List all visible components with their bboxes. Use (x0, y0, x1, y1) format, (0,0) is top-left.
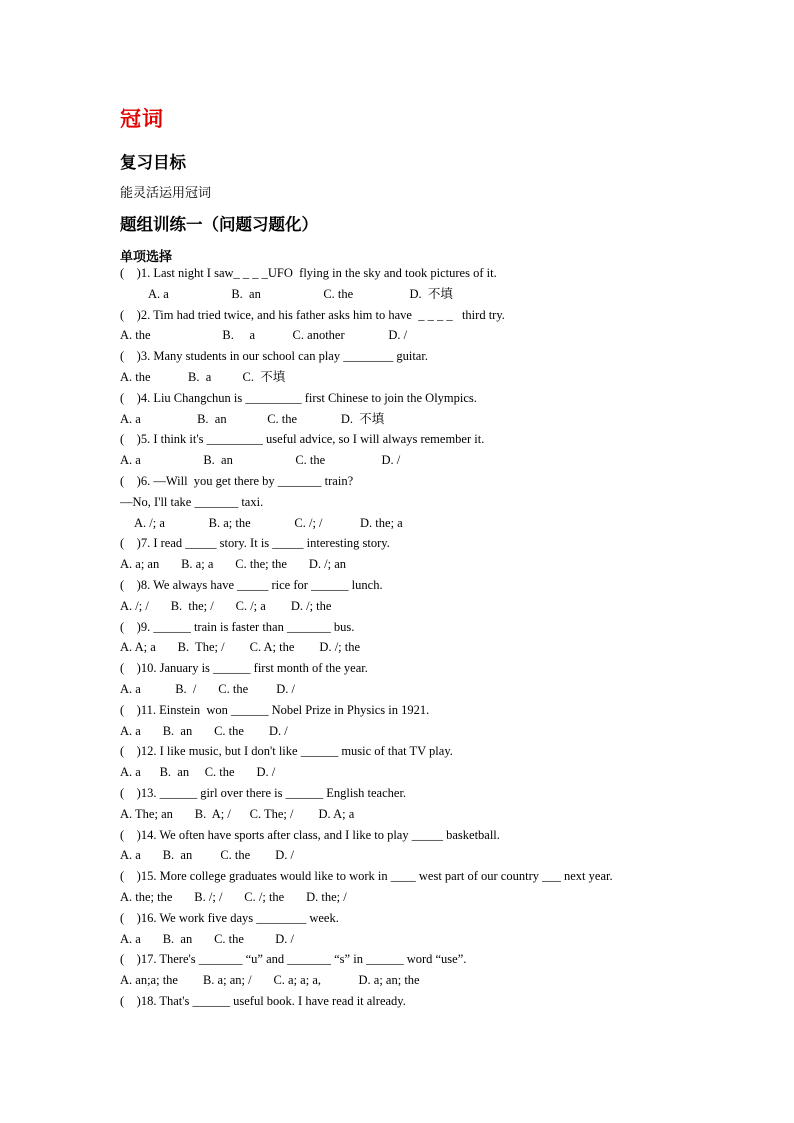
review-heading: 复习目标 (120, 153, 186, 172)
answer-options-line: A. a B. an C. the D. / (120, 765, 276, 780)
answer-options-line: A. /; / B. the; / C. /; a D. /; the (120, 598, 332, 613)
question-line: ( )2. Tim had tried twice, and his father asks him to have _ _ _ _ third try. (120, 307, 505, 322)
section-label: 单项选择 (120, 250, 173, 265)
answer-options-line: A. a B. an C. the D. / (120, 931, 294, 946)
answer-options-line: A. The; an B. A; / C. The; / D. A; a (120, 806, 355, 821)
answer-options-line: A. the B. a C. another D. / (120, 328, 408, 343)
question-line: ( )3. Many students in our school can play ________ guitar. (120, 349, 428, 364)
answer-options-line: A. A; a B. The; / C. A; the D. /; the (120, 640, 361, 655)
question-line: ( )14. We often have sports after class, and I like to play _____ basketball. (120, 827, 500, 842)
question-line: ( )4. Liu Changchun is _________ first Chinese to join the Olympics. (120, 390, 477, 405)
question-line: ( )12. I like music, but I don't like ______ music of that TV play. (120, 744, 453, 759)
question-line: ( )11. Einstein won ______ Nobel Prize in Physics in 1921. (120, 702, 430, 717)
question-line: ( )8. We always have _____ rice for ______ lunch. (120, 578, 383, 592)
answer-options-line: A. a B. an C. the D. / (120, 453, 401, 468)
answer-options-line: A. a; an B. a; a C. the; the D. /; an (120, 557, 347, 572)
question-line: ( )9. ______ train is faster than _______ bus. (120, 619, 355, 634)
question-line: ( )7. I read _____ story. It is _____ interesting story. (120, 536, 390, 551)
answer-options-line: A. a B. an C. the D. / (120, 848, 294, 863)
question-line: ( )18. That's ______ useful book. I have read it already. (120, 994, 406, 1008)
answer-options-line: A. a B. an C. the D. 不填 (120, 411, 385, 426)
question-line: ( )6. —Will you get there by _______ train? (120, 474, 354, 488)
question-line: ( )15. More college graduates would like to work in ____ west part of our country ___ next year. (120, 869, 613, 884)
exercise-heading: 题组训练一（问题习题化） (120, 215, 318, 234)
page-title: 冠词 (120, 107, 164, 131)
review-goal-text: 能灵活运用冠词 (120, 186, 212, 201)
answer-options-line: A. an;a; the B. a; an; / C. a; a; a, D. a; an; the (120, 973, 420, 988)
answer-options-line: —No, I'll take _______ taxi. (120, 494, 264, 509)
answer-options-line: A. a B. an C. the D. 不填 (148, 286, 453, 301)
answer-options-line: A. a B. an C. the D. / (120, 723, 288, 738)
question-line: ( )17. There's _______ “u” and _______ “s” in ______ word “use”. (120, 952, 467, 967)
question-line: ( )13. ______ girl over there is ______ English teacher. (120, 786, 407, 800)
question-line: ( )16. We work five days ________ week. (120, 910, 339, 925)
question-line: ( )10. January is ______ first month of the year. (120, 661, 368, 676)
answer-options-line: A. /; a B. a; the C. /; / D. the; a (134, 515, 403, 530)
answer-options-line: A. the; the B. /; / C. /; the D. the; / (120, 890, 347, 904)
question-line: ( )5. I think it's _________ useful advice, so I will always remember it. (120, 432, 485, 447)
answer-options-line: A. the B. a C. 不填 (120, 370, 286, 384)
answer-options-line: A. a B. / C. the D. / (120, 682, 295, 696)
question-line: ( )1. Last night I saw_ _ _ _UFO flying in the sky and took pictures of it. (120, 266, 497, 280)
